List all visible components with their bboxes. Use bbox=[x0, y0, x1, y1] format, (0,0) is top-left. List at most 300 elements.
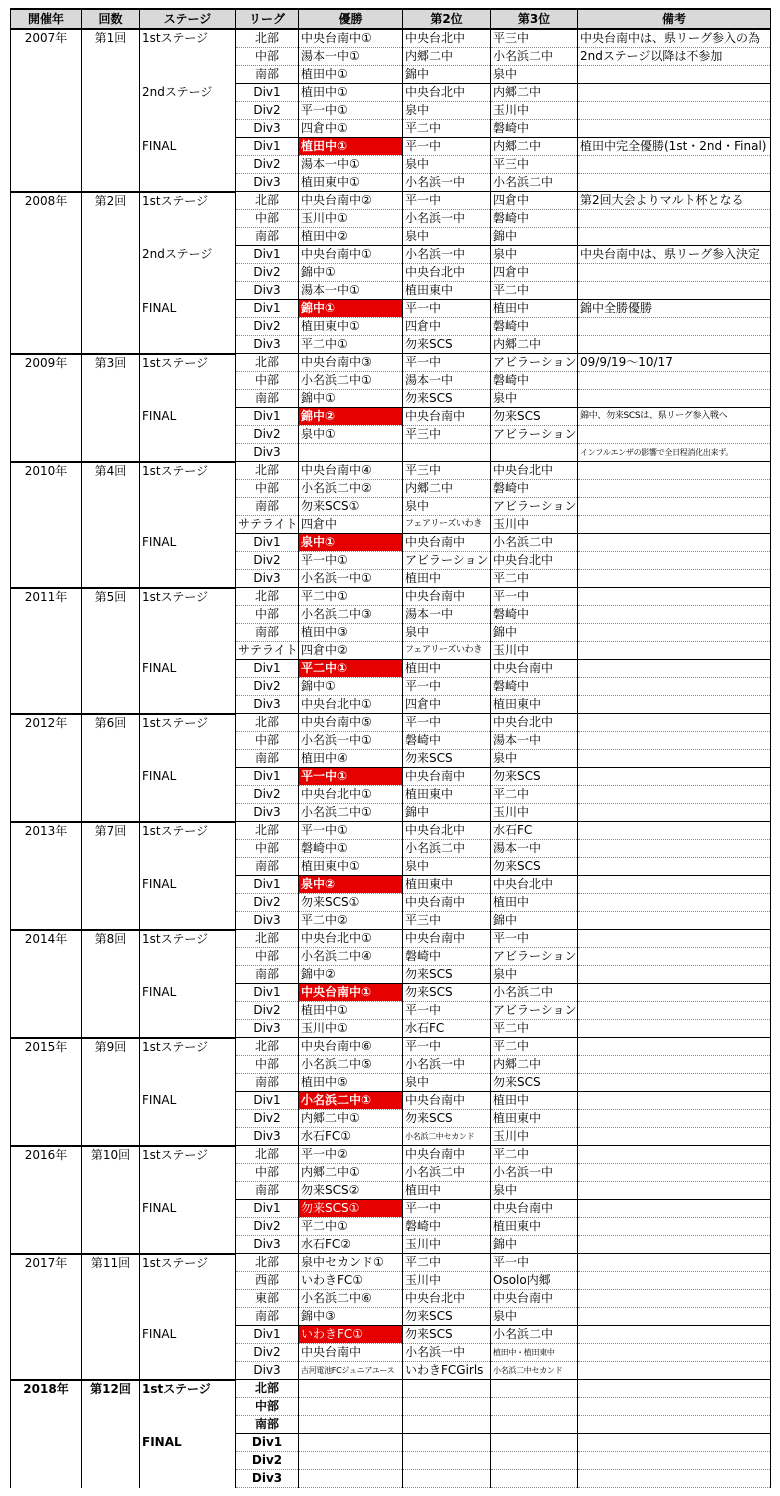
winner-cell: 平二中① bbox=[299, 336, 403, 354]
results-body bbox=[11, 29, 771, 1488]
notes-cell bbox=[578, 1416, 771, 1434]
league-cell: Div1 bbox=[236, 138, 299, 156]
third-place-cell: 磐崎中 bbox=[491, 120, 578, 138]
winner-cell: 泉中① bbox=[299, 426, 403, 444]
notes-cell: 09/9/19～10/17 bbox=[578, 354, 771, 372]
winner-cell: 小名浜二中⑥ bbox=[299, 1290, 403, 1308]
notes-cell bbox=[578, 1362, 771, 1380]
results-table bbox=[10, 8, 771, 1488]
notes-cell bbox=[578, 102, 771, 120]
second-place-cell: 泉中 bbox=[403, 858, 491, 876]
league-cell: Div2 bbox=[236, 102, 299, 120]
winner-cell: 植田中④ bbox=[299, 750, 403, 768]
third-place-cell: 内郷二中 bbox=[491, 1056, 578, 1074]
second-place-cell: 中央台南中 bbox=[403, 1092, 491, 1110]
third-place-cell: 玉川中 bbox=[491, 1128, 578, 1146]
third-place-cell: Osolo内郷 bbox=[491, 1272, 578, 1290]
winner-cell bbox=[299, 1452, 403, 1470]
winner-cell: 四倉中② bbox=[299, 642, 403, 660]
second-place-cell bbox=[403, 444, 491, 462]
third-place-cell bbox=[491, 1380, 578, 1398]
header-row bbox=[11, 9, 771, 29]
league-cell: 中部 bbox=[236, 1164, 299, 1182]
winner-cell: 中央台南中① bbox=[299, 29, 403, 48]
second-place-cell: 植田中 bbox=[403, 570, 491, 588]
winner-cell: 勿来SCS① bbox=[299, 894, 403, 912]
stage-cell: FINAL bbox=[140, 138, 236, 192]
winner-cell: 平一中① bbox=[299, 768, 403, 786]
third-place-cell: 泉中 bbox=[491, 390, 578, 408]
second-place-cell: 泉中 bbox=[403, 498, 491, 516]
table-row bbox=[11, 1380, 771, 1398]
second-place-cell: 錦中 bbox=[403, 804, 491, 822]
third-place-cell: 泉中 bbox=[491, 966, 578, 984]
third-place-cell: 磐崎中 bbox=[491, 606, 578, 624]
round-cell: 第11回 bbox=[82, 1254, 140, 1380]
round-cell: 第4回 bbox=[82, 462, 140, 588]
league-cell: Div3 bbox=[236, 174, 299, 192]
league-cell: 南部 bbox=[236, 1416, 299, 1434]
notes-cell bbox=[578, 534, 771, 552]
round-cell: 第9回 bbox=[82, 1038, 140, 1146]
winner-cell bbox=[299, 1470, 403, 1488]
winner-cell: 錦中① bbox=[299, 678, 403, 696]
third-place-cell: 平三中 bbox=[491, 29, 578, 48]
winner-cell: 磐崎中① bbox=[299, 840, 403, 858]
third-place-cell: 植田中 bbox=[491, 1092, 578, 1110]
third-place-cell bbox=[491, 1398, 578, 1416]
notes-cell bbox=[578, 1470, 771, 1488]
notes-cell bbox=[578, 570, 771, 588]
notes-cell: 中央台南中は、県リーグ参入の為 bbox=[578, 29, 771, 48]
notes-cell bbox=[578, 156, 771, 174]
winner-cell: 中央台北中① bbox=[299, 786, 403, 804]
third-place-cell: 泉中 bbox=[491, 1308, 578, 1326]
third-place-cell: 小名浜二中 bbox=[491, 984, 578, 1002]
second-place-cell: 平一中 bbox=[403, 300, 491, 318]
winner-cell: 錦中① bbox=[299, 300, 403, 318]
league-cell: 南部 bbox=[236, 1074, 299, 1092]
winner-cell bbox=[299, 1380, 403, 1398]
year-cell: 2015年 bbox=[11, 1038, 82, 1146]
stage-cell: FINAL bbox=[140, 300, 236, 354]
header-third: 第3位 bbox=[491, 9, 578, 29]
third-place-cell: 磐崎中 bbox=[491, 678, 578, 696]
league-cell: Div3 bbox=[236, 1020, 299, 1038]
winner-cell: 平二中② bbox=[299, 912, 403, 930]
third-place-cell: 勿来SCS bbox=[491, 858, 578, 876]
league-cell: 中部 bbox=[236, 840, 299, 858]
second-place-cell: 中央台北中 bbox=[403, 822, 491, 840]
league-cell: Div1 bbox=[236, 84, 299, 102]
league-cell: Div3 bbox=[236, 120, 299, 138]
third-place-cell: 四倉中 bbox=[491, 264, 578, 282]
league-cell: Div1 bbox=[236, 876, 299, 894]
header-year: 開催年 bbox=[11, 9, 82, 29]
second-place-cell: 平一中 bbox=[403, 1002, 491, 1020]
league-cell: Div3 bbox=[236, 1470, 299, 1488]
notes-cell bbox=[578, 822, 771, 840]
stage-cell: 1stステージ bbox=[140, 1380, 236, 1434]
third-place-cell: アビラーション bbox=[491, 498, 578, 516]
third-place-cell: 内郷二中 bbox=[491, 84, 578, 102]
second-place-cell: 泉中 bbox=[403, 624, 491, 642]
winner-cell: 錦中③ bbox=[299, 1308, 403, 1326]
league-cell: 北部 bbox=[236, 29, 299, 48]
second-place-cell: 植田東中 bbox=[403, 786, 491, 804]
league-cell: Div3 bbox=[236, 804, 299, 822]
third-place-cell: アビラーション bbox=[491, 948, 578, 966]
third-place-cell bbox=[491, 1434, 578, 1452]
stage-cell: 1stステージ bbox=[140, 354, 236, 408]
header-stage: ステージ bbox=[140, 9, 236, 29]
round-cell: 第12回 bbox=[82, 1380, 140, 1488]
year-cell: 2016年 bbox=[11, 1146, 82, 1254]
second-place-cell: 泉中 bbox=[403, 1074, 491, 1092]
league-cell: 中部 bbox=[236, 372, 299, 390]
winner-cell: 中央台南中④ bbox=[299, 462, 403, 480]
winner-cell: 植田中⑤ bbox=[299, 1074, 403, 1092]
second-place-cell: 小名浜一中 bbox=[403, 246, 491, 264]
third-place-cell: 錦中 bbox=[491, 912, 578, 930]
stage-cell: 2ndステージ bbox=[140, 246, 236, 300]
winner-cell: 植田中① bbox=[299, 1002, 403, 1020]
second-place-cell: 中央台南中 bbox=[403, 930, 491, 948]
stage-cell: 1stステージ bbox=[140, 1254, 236, 1326]
stage-cell: 1stステージ bbox=[140, 714, 236, 768]
stage-cell: FINAL bbox=[140, 1092, 236, 1146]
winner-cell: 平一中① bbox=[299, 822, 403, 840]
notes-cell bbox=[578, 642, 771, 660]
second-place-cell: 植田東中 bbox=[403, 876, 491, 894]
winner-cell: 勿来SCS② bbox=[299, 1182, 403, 1200]
table-row bbox=[11, 462, 771, 480]
year-cell: 2007年 bbox=[11, 29, 82, 192]
league-cell: 北部 bbox=[236, 714, 299, 732]
winner-cell: 中央台南中 bbox=[299, 1344, 403, 1362]
round-cell: 第3回 bbox=[82, 354, 140, 462]
third-place-cell: 小名浜二中 bbox=[491, 1326, 578, 1344]
notes-cell bbox=[578, 174, 771, 192]
second-place-cell: 平三中 bbox=[403, 462, 491, 480]
second-place-cell: 勿来SCS bbox=[403, 1326, 491, 1344]
league-cell: Div3 bbox=[236, 1236, 299, 1254]
second-place-cell: 磐崎中 bbox=[403, 948, 491, 966]
table-row bbox=[11, 588, 771, 606]
stage-cell: 1stステージ bbox=[140, 588, 236, 660]
third-place-cell bbox=[491, 444, 578, 462]
second-place-cell: 湯本一中 bbox=[403, 372, 491, 390]
winner-cell: 植田中② bbox=[299, 228, 403, 246]
second-place-cell: 四倉中 bbox=[403, 318, 491, 336]
league-cell: Div3 bbox=[236, 696, 299, 714]
league-cell: Div2 bbox=[236, 786, 299, 804]
winner-cell: 湯本一中① bbox=[299, 48, 403, 66]
second-place-cell: 小名浜二中セカンド bbox=[403, 1128, 491, 1146]
notes-cell bbox=[578, 1092, 771, 1110]
winner-cell bbox=[299, 1416, 403, 1434]
winner-cell: 泉中① bbox=[299, 534, 403, 552]
table-row bbox=[11, 714, 771, 732]
league-cell: Div3 bbox=[236, 570, 299, 588]
notes-cell: 第2回大会よりマルト杯となる bbox=[578, 192, 771, 210]
notes-cell bbox=[578, 1290, 771, 1308]
second-place-cell: 勿来SCS bbox=[403, 750, 491, 768]
league-cell: 北部 bbox=[236, 588, 299, 606]
notes-cell bbox=[578, 84, 771, 102]
stage-cell: 1stステージ bbox=[140, 29, 236, 84]
third-place-cell: 玉川中 bbox=[491, 516, 578, 534]
notes-cell: インフルエンザの影響で全日程消化出来ず。 bbox=[578, 444, 771, 462]
winner-cell: 四倉中 bbox=[299, 516, 403, 534]
second-place-cell: いわきFCGirls bbox=[403, 1362, 491, 1380]
winner-cell bbox=[299, 1398, 403, 1416]
league-cell: 北部 bbox=[236, 930, 299, 948]
second-place-cell: 湯本一中 bbox=[403, 606, 491, 624]
second-place-cell: 植田東中 bbox=[403, 282, 491, 300]
notes-cell bbox=[578, 1164, 771, 1182]
league-cell: 南部 bbox=[236, 1182, 299, 1200]
second-place-cell: 平二中 bbox=[403, 120, 491, 138]
stage-cell: 1stステージ bbox=[140, 192, 236, 246]
second-place-cell: 中央台北中 bbox=[403, 84, 491, 102]
notes-cell bbox=[578, 1326, 771, 1344]
winner-cell: 勿来SCS① bbox=[299, 1200, 403, 1218]
notes-cell bbox=[578, 318, 771, 336]
notes-cell bbox=[578, 1182, 771, 1200]
third-place-cell: 水石FC bbox=[491, 822, 578, 840]
notes-cell: 植田中完全優勝(1st・2nd・Final) bbox=[578, 138, 771, 156]
third-place-cell: 植田中 bbox=[491, 300, 578, 318]
league-cell: Div3 bbox=[236, 336, 299, 354]
winner-cell: 錦中① bbox=[299, 390, 403, 408]
league-cell: 北部 bbox=[236, 354, 299, 372]
stage-cell: FINAL bbox=[140, 768, 236, 822]
third-place-cell: 勿来SCS bbox=[491, 1074, 578, 1092]
header-notes: 備考 bbox=[578, 9, 771, 29]
winner-cell: 小名浜一中① bbox=[299, 732, 403, 750]
table-row bbox=[11, 1146, 771, 1164]
league-cell: 北部 bbox=[236, 1380, 299, 1398]
table-row bbox=[11, 354, 771, 372]
second-place-cell: 内郷二中 bbox=[403, 48, 491, 66]
table-row bbox=[11, 930, 771, 948]
second-place-cell: 中央台北中 bbox=[403, 264, 491, 282]
league-cell: 南部 bbox=[236, 390, 299, 408]
notes-cell bbox=[578, 462, 771, 480]
third-place-cell: 中央台南中 bbox=[491, 1290, 578, 1308]
league-cell: 北部 bbox=[236, 1038, 299, 1056]
winner-cell: 古河電池FCジュニアユース bbox=[299, 1362, 403, 1380]
winner-cell: 勿来SCS① bbox=[299, 498, 403, 516]
winner-cell: 中央台南中⑥ bbox=[299, 1038, 403, 1056]
league-cell: 北部 bbox=[236, 1146, 299, 1164]
table-row bbox=[11, 1254, 771, 1272]
second-place-cell: 水石FC bbox=[403, 1020, 491, 1038]
winner-cell: 中央台北中① bbox=[299, 696, 403, 714]
winner-cell: 平二中① bbox=[299, 660, 403, 678]
notes-cell bbox=[578, 804, 771, 822]
second-place-cell: 中央台北中 bbox=[403, 1290, 491, 1308]
second-place-cell: 四倉中 bbox=[403, 696, 491, 714]
winner-cell: 内郷二中① bbox=[299, 1110, 403, 1128]
table-row bbox=[11, 822, 771, 840]
stage-cell: 1stステージ bbox=[140, 462, 236, 534]
winner-cell: 泉中セカンド① bbox=[299, 1254, 403, 1272]
second-place-cell: 小名浜一中 bbox=[403, 174, 491, 192]
notes-cell bbox=[578, 1272, 771, 1290]
header-round: 回数 bbox=[82, 9, 140, 29]
winner-cell: 錦中① bbox=[299, 264, 403, 282]
stage-cell: 1stステージ bbox=[140, 1038, 236, 1092]
second-place-cell: 勿来SCS bbox=[403, 336, 491, 354]
league-cell: サテライト bbox=[236, 642, 299, 660]
league-cell: 中部 bbox=[236, 732, 299, 750]
winner-cell: 泉中② bbox=[299, 876, 403, 894]
second-place-cell: 勿来SCS bbox=[403, 966, 491, 984]
notes-cell bbox=[578, 714, 771, 732]
league-cell: Div1 bbox=[236, 660, 299, 678]
third-place-cell: 中央台北中 bbox=[491, 714, 578, 732]
second-place-cell bbox=[403, 1416, 491, 1434]
third-place-cell: 小名浜一中 bbox=[491, 1164, 578, 1182]
winner-cell: 中央台南中② bbox=[299, 192, 403, 210]
league-cell: 南部 bbox=[236, 966, 299, 984]
second-place-cell: 中央台北中 bbox=[403, 29, 491, 48]
third-place-cell: 小名浜二中 bbox=[491, 48, 578, 66]
league-cell: 東部 bbox=[236, 1290, 299, 1308]
winner-cell: 小名浜二中① bbox=[299, 804, 403, 822]
notes-cell bbox=[578, 1020, 771, 1038]
league-cell: Div1 bbox=[236, 1200, 299, 1218]
results-sheet bbox=[10, 8, 771, 1488]
league-cell: Div1 bbox=[236, 1434, 299, 1452]
notes-cell bbox=[578, 678, 771, 696]
winner-cell: 中央台南中⑤ bbox=[299, 714, 403, 732]
year-cell: 2009年 bbox=[11, 354, 82, 462]
stage-cell: FINAL bbox=[140, 408, 236, 462]
league-cell: Div2 bbox=[236, 156, 299, 174]
league-cell: Div2 bbox=[236, 426, 299, 444]
notes-cell bbox=[578, 372, 771, 390]
notes-cell bbox=[578, 858, 771, 876]
notes-cell bbox=[578, 588, 771, 606]
notes-cell bbox=[578, 390, 771, 408]
league-cell: 中部 bbox=[236, 606, 299, 624]
second-place-cell: 平三中 bbox=[403, 426, 491, 444]
header-league: リーグ bbox=[236, 9, 299, 29]
winner-cell: 平一中① bbox=[299, 102, 403, 120]
second-place-cell: 中央台南中 bbox=[403, 588, 491, 606]
winner-cell: 中央台南中① bbox=[299, 246, 403, 264]
notes-cell bbox=[578, 1074, 771, 1092]
notes-cell bbox=[578, 984, 771, 1002]
third-place-cell: 内郷二中 bbox=[491, 138, 578, 156]
third-place-cell: 植田東中 bbox=[491, 1110, 578, 1128]
winner-cell: いわきFC① bbox=[299, 1272, 403, 1290]
notes-cell bbox=[578, 66, 771, 84]
third-place-cell: 中央台北中 bbox=[491, 552, 578, 570]
league-cell: Div2 bbox=[236, 1344, 299, 1362]
notes-cell bbox=[578, 1344, 771, 1362]
third-place-cell: アビラーション bbox=[491, 426, 578, 444]
league-cell: Div2 bbox=[236, 318, 299, 336]
round-cell: 第5回 bbox=[82, 588, 140, 714]
table-row bbox=[11, 29, 771, 48]
league-cell: Div1 bbox=[236, 408, 299, 426]
third-place-cell: 小名浜二中 bbox=[491, 174, 578, 192]
third-place-cell: 玉川中 bbox=[491, 102, 578, 120]
league-cell: 西部 bbox=[236, 1272, 299, 1290]
winner-cell: 水石FC② bbox=[299, 1236, 403, 1254]
notes-cell bbox=[578, 1236, 771, 1254]
league-cell: 中部 bbox=[236, 1398, 299, 1416]
notes-cell bbox=[578, 480, 771, 498]
winner-cell: 玉川中① bbox=[299, 1020, 403, 1038]
notes-cell bbox=[578, 732, 771, 750]
second-place-cell: 中央台南中 bbox=[403, 1146, 491, 1164]
third-place-cell: 中央台南中 bbox=[491, 660, 578, 678]
notes-cell bbox=[578, 498, 771, 516]
third-place-cell: 平一中 bbox=[491, 1254, 578, 1272]
second-place-cell: 中央台南中 bbox=[403, 768, 491, 786]
third-place-cell: 磐崎中 bbox=[491, 318, 578, 336]
winner-cell: 平二中① bbox=[299, 588, 403, 606]
notes-cell bbox=[578, 210, 771, 228]
league-cell: 中部 bbox=[236, 210, 299, 228]
stage-cell: 1stステージ bbox=[140, 822, 236, 876]
third-place-cell bbox=[491, 1452, 578, 1470]
second-place-cell: フェアリーズいわき bbox=[403, 642, 491, 660]
league-cell: Div1 bbox=[236, 768, 299, 786]
stage-cell: FINAL bbox=[140, 534, 236, 588]
third-place-cell: 植田中 bbox=[491, 894, 578, 912]
notes-cell bbox=[578, 894, 771, 912]
third-place-cell bbox=[491, 1470, 578, 1488]
league-cell: Div1 bbox=[236, 300, 299, 318]
third-place-cell: 植田東中 bbox=[491, 696, 578, 714]
notes-cell bbox=[578, 120, 771, 138]
third-place-cell: 平二中 bbox=[491, 1146, 578, 1164]
notes-cell bbox=[578, 552, 771, 570]
second-place-cell bbox=[403, 1470, 491, 1488]
winner-cell: 湯本一中① bbox=[299, 282, 403, 300]
notes-cell bbox=[578, 1002, 771, 1020]
stage-cell: 1stステージ bbox=[140, 1146, 236, 1200]
league-cell: 中部 bbox=[236, 948, 299, 966]
notes-cell bbox=[578, 876, 771, 894]
stage-cell: FINAL bbox=[140, 660, 236, 714]
second-place-cell: 磐崎中 bbox=[403, 732, 491, 750]
second-place-cell: 勿来SCS bbox=[403, 1308, 491, 1326]
year-cell: 2011年 bbox=[11, 588, 82, 714]
notes-cell bbox=[578, 1308, 771, 1326]
round-cell: 第6回 bbox=[82, 714, 140, 822]
winner-cell: 錦中② bbox=[299, 408, 403, 426]
second-place-cell: 平一中 bbox=[403, 354, 491, 372]
notes-cell bbox=[578, 1380, 771, 1398]
stage-cell: FINAL bbox=[140, 984, 236, 1038]
third-place-cell: アビラーション bbox=[491, 1002, 578, 1020]
second-place-cell: 中央台南中 bbox=[403, 408, 491, 426]
league-cell: 南部 bbox=[236, 1308, 299, 1326]
third-place-cell: 磐崎中 bbox=[491, 480, 578, 498]
league-cell: Div2 bbox=[236, 1002, 299, 1020]
third-place-cell: 勿来SCS bbox=[491, 768, 578, 786]
notes-cell bbox=[578, 840, 771, 858]
winner-cell bbox=[299, 1434, 403, 1452]
second-place-cell: 平一中 bbox=[403, 1038, 491, 1056]
